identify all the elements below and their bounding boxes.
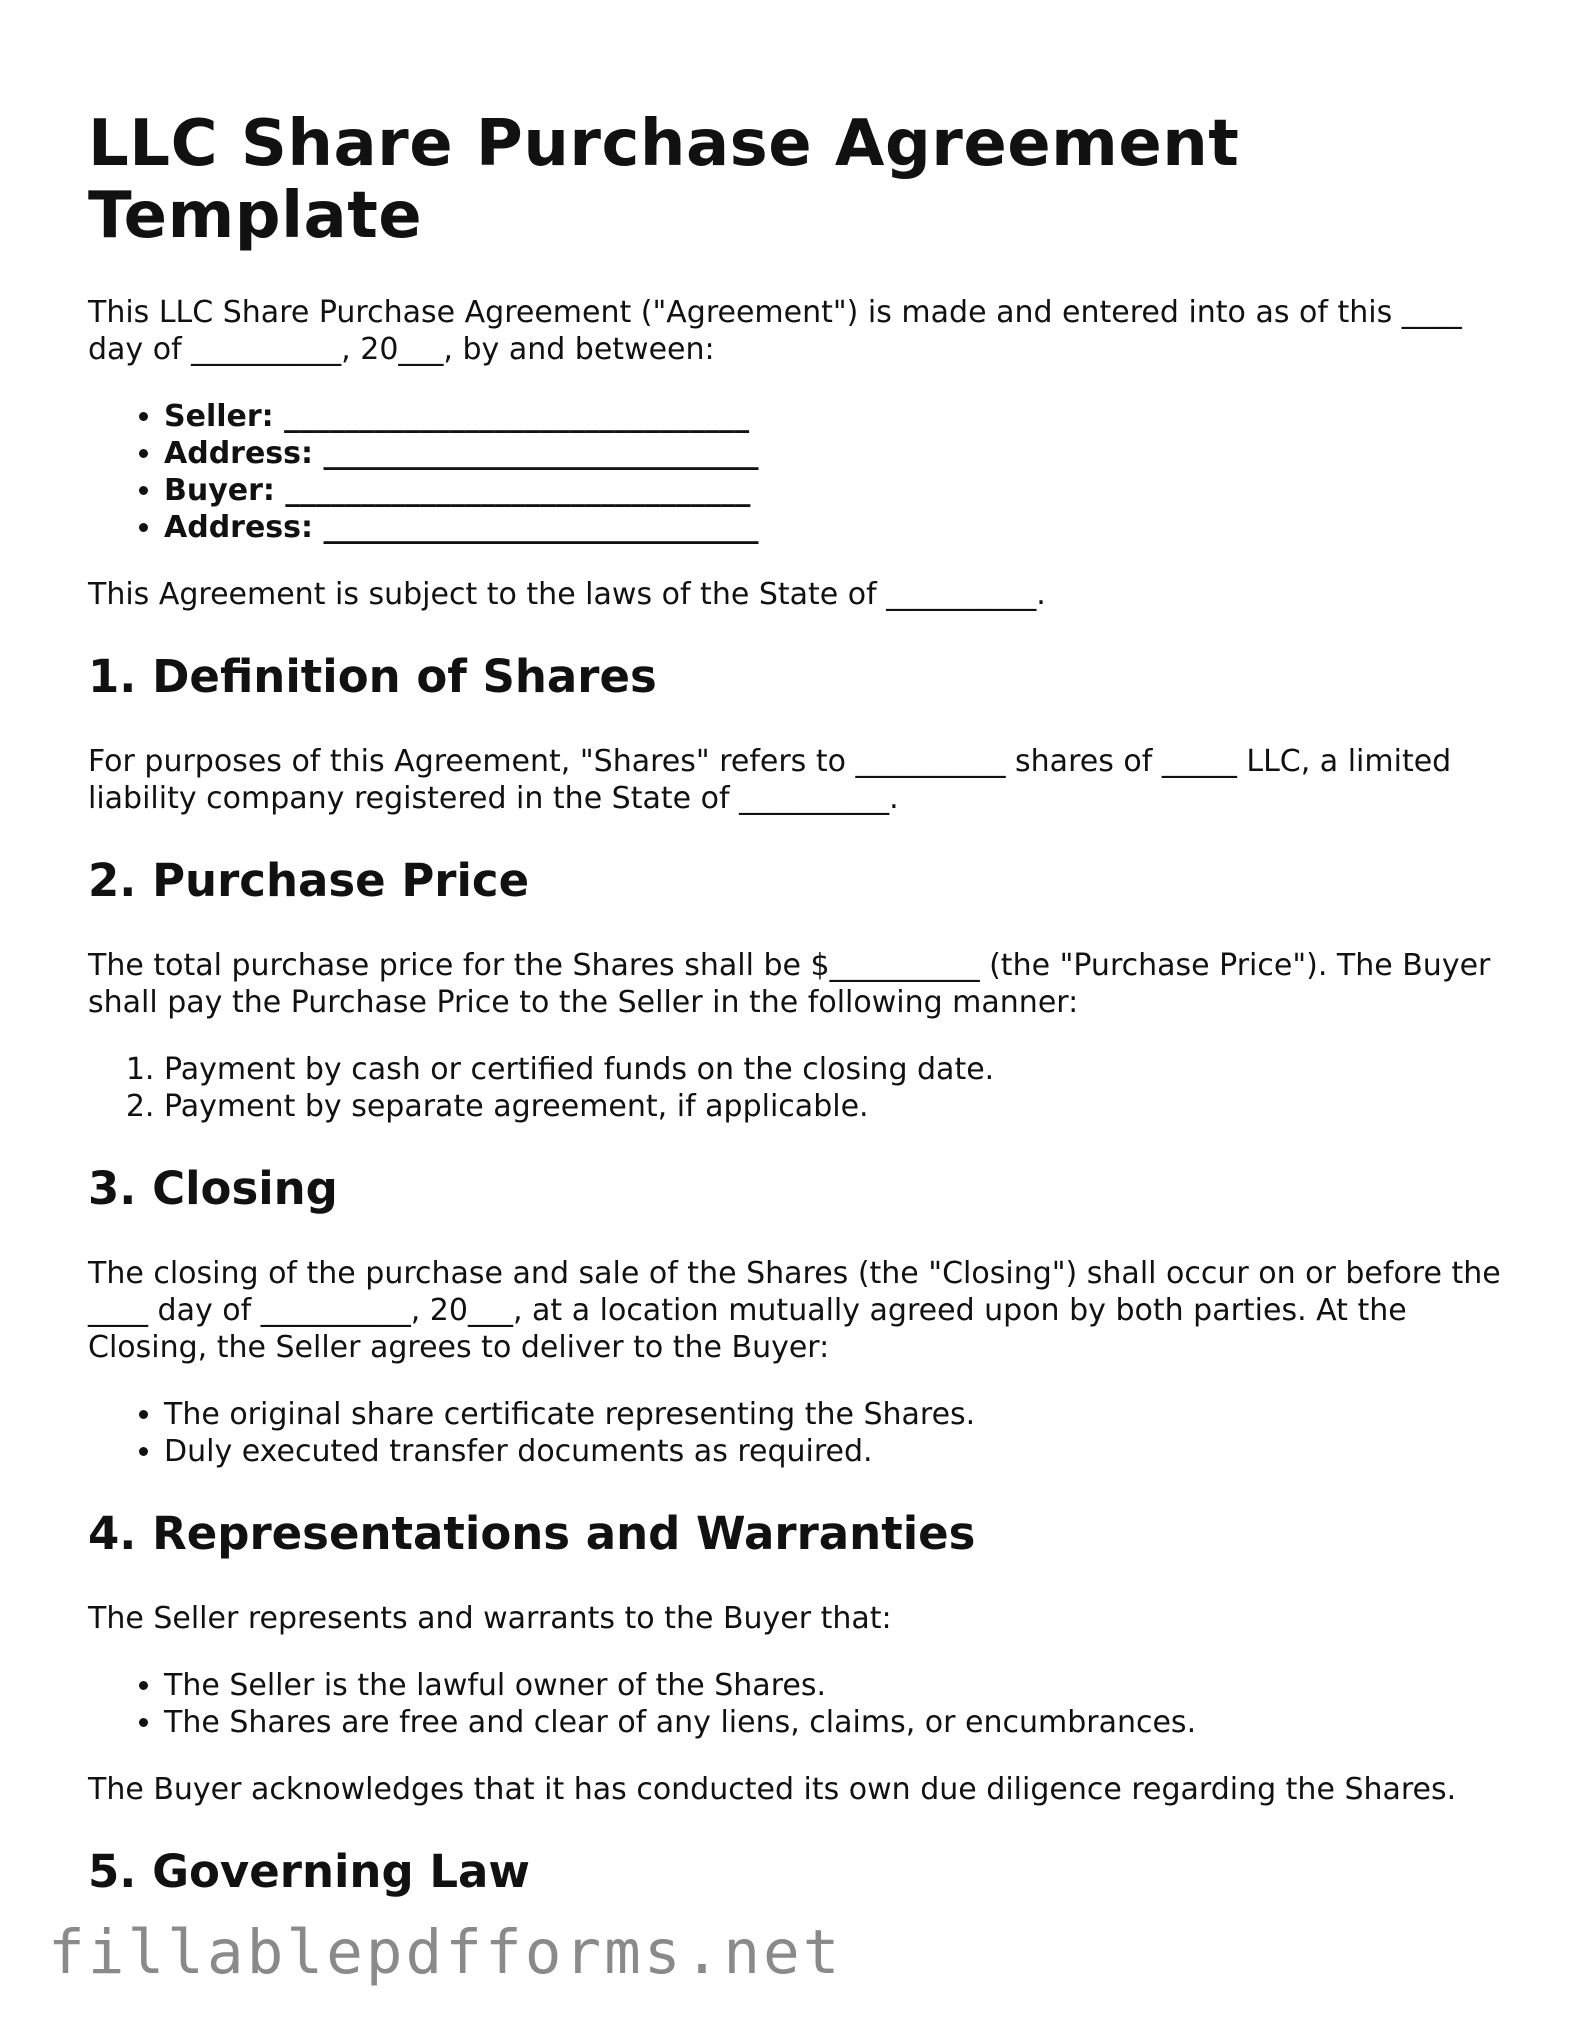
party-seller-address: • Address: _____________________________ <box>164 435 1508 472</box>
section-heading-governing-law: 5. Governing Law <box>88 1845 530 1898</box>
warranties-list <box>88 1667 1508 1741</box>
list-item: • The original share certificate representing the Shares. <box>164 1396 1508 1433</box>
parties-list <box>88 398 1508 546</box>
section-body-price: The total purchase price for the Shares shall be $__________ (the "Purchase Price"). The Buyer shall pay the Purchase Price to the Seller in the following manner: <box>88 948 1491 1020</box>
intro-paragraph: This LLC Share Purchase Agreement ("Agreement") is made and entered into as of this ____ day of __________, 20___, by and between: <box>88 295 1462 367</box>
laws-statement: This Agreement is subject to the laws of the State of __________. <box>88 577 1046 612</box>
list-item: • The Seller is the lawful owner of the Shares. <box>164 1667 1508 1704</box>
section-body-warranties: The Seller represents and warrants to the Buyer that: <box>88 1601 892 1636</box>
section-heading-warranties: 4. Representations and Warranties <box>88 1507 976 1560</box>
list-item: • Duly executed transfer documents as required. <box>164 1433 1508 1470</box>
document-title: LLC Share Purchase Agreement Template <box>88 107 1240 253</box>
list-item: 1. Payment by cash or certified funds on the closing date. <box>164 1051 1508 1088</box>
closing-deliverables-list <box>88 1396 1508 1470</box>
party-buyer: • Buyer: _______________________________ <box>164 472 1508 509</box>
section-heading-definition: 1. Definition of Shares <box>88 650 657 703</box>
document-page <box>88 108 1508 1898</box>
buyer-acknowledgement: The Buyer acknowledges that it has conducted its own due diligence regarding the Shares. <box>88 1772 1457 1807</box>
party-buyer-address: • Address: _____________________________ <box>164 509 1508 546</box>
list-item: • The Shares are free and clear of any liens, claims, or encumbrances. <box>164 1704 1508 1741</box>
section-heading-price: 2. Purchase Price <box>88 854 530 907</box>
section-body-closing: The closing of the purchase and sale of the Shares (the "Closing") shall occur on or before the ____ day of __________, 20___, at a location mutually agreed upon by both parties. At the Closing, the Seller agrees to deliver to the Buyer: <box>88 1256 1501 1365</box>
payment-methods-list <box>88 1051 1508 1125</box>
watermark-text: fillablepdfforms.net <box>48 1917 843 1988</box>
list-item: 2. Payment by separate agreement, if applicable. <box>164 1088 1508 1125</box>
party-seller: • Seller: _______________________________ <box>164 398 1508 435</box>
section-body-definition: For purposes of this Agreement, "Shares" refers to __________ shares of _____ LLC, a limited liability company registered in the State of __________. <box>88 744 1452 816</box>
section-heading-closing: 3. Closing <box>88 1162 338 1215</box>
